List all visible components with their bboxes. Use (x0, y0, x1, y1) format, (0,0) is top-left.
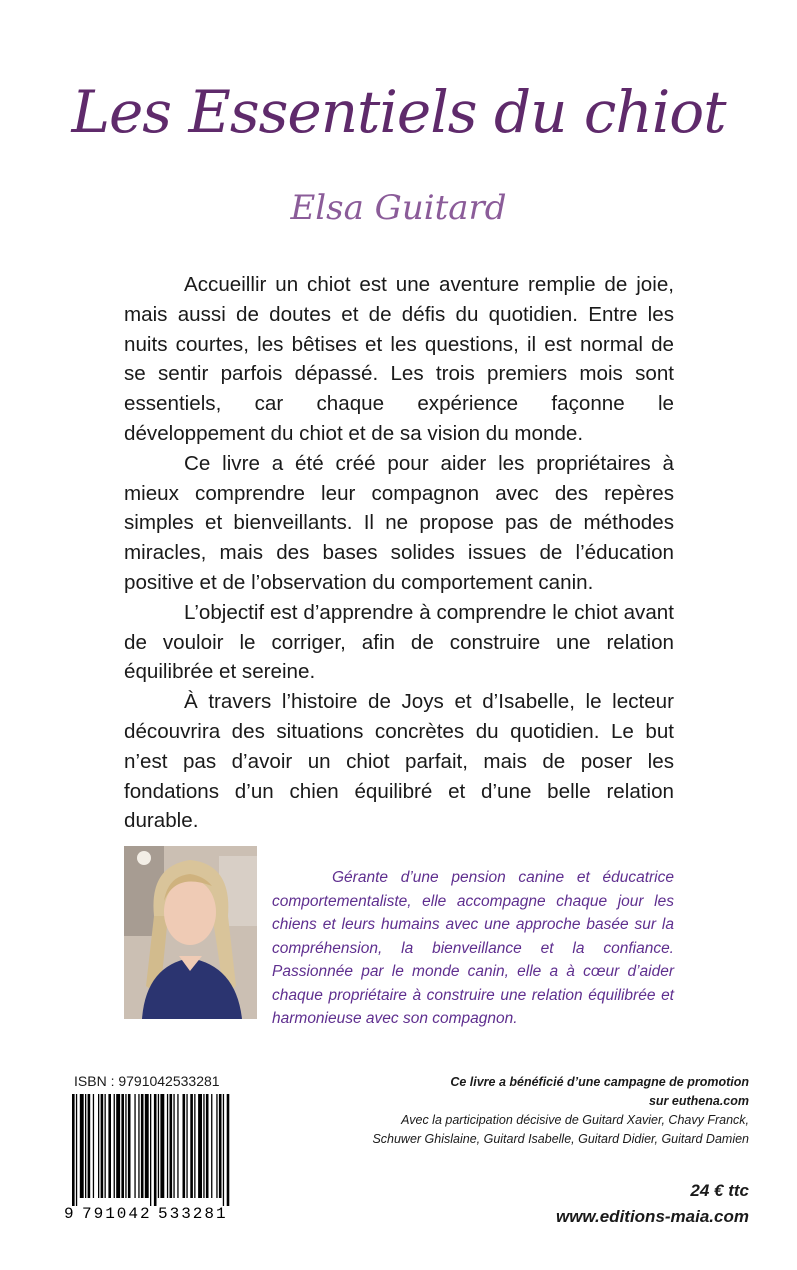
price-block (556, 1178, 749, 1230)
barcode-bar (80, 1094, 84, 1198)
barcode-bar (114, 1094, 115, 1198)
barcode-bar (141, 1094, 144, 1198)
barcode-bar (211, 1094, 212, 1198)
barcode-bar (186, 1094, 187, 1198)
credits-line: Avec la participation décisive de Guitard Xavier, Chavy Franck, (401, 1113, 749, 1127)
promotion-note (329, 1073, 749, 1149)
barcode-bar (145, 1094, 149, 1198)
barcode-bar (183, 1094, 186, 1198)
barcode-bar (128, 1094, 131, 1198)
book-title: Les Essentiels du chiot (71, 78, 726, 146)
barcode-bar (158, 1094, 159, 1198)
barcode-bar (198, 1094, 202, 1198)
barcode-bar (134, 1094, 135, 1198)
credits-line: Schuwer Ghislaine, Guitard Isabelle, Guitard Didier, Guitard Damien (372, 1132, 749, 1146)
barcode-bar (105, 1094, 106, 1198)
summary-paragraph: À travers l’histoire de Joys et d’Isabelle, le lecteur découvrira des situations concrètes du quotidien. Le but n’est pas d’avoir un chiot parfait, mais de poser les fondations d’un chien équilibré et d’une belle relation durable. (124, 690, 674, 833)
barcode-bar (93, 1094, 94, 1198)
barcode-bar (160, 1094, 164, 1198)
summary-paragraph: L’objectif est d’apprendre à comprendre le chiot avant de vouloir le corriger, afin de construire une relation équilibrée et sereine. (124, 600, 674, 684)
barcode-bar (177, 1094, 178, 1198)
barcode-bar (206, 1094, 209, 1198)
barcode-bar (194, 1094, 195, 1198)
publisher-website[interactable]: www.editions-maia.com (555, 1207, 749, 1226)
barcode-bar (173, 1094, 174, 1198)
barcode-bar (223, 1094, 224, 1206)
barcode-bar (116, 1094, 120, 1198)
barcode-digits-right: 533281 (158, 1205, 228, 1223)
barcode-bar (167, 1094, 168, 1198)
barcode-bar (150, 1094, 151, 1206)
barcode-bar (88, 1094, 91, 1198)
barcode-bar (170, 1094, 173, 1198)
promo-line: Ce livre a bénéficié d’une campagne de promotion (450, 1075, 749, 1089)
barcode-icon (62, 1094, 232, 1224)
author-photo (124, 846, 257, 1019)
barcode-bar (190, 1094, 193, 1198)
barcode-bar (98, 1094, 99, 1198)
isbn-label: ISBN : 9791042533281 (74, 1073, 220, 1089)
barcode-digits-left: 791042 (82, 1205, 152, 1223)
barcode-bar (138, 1094, 139, 1198)
barcode-bar (203, 1094, 204, 1198)
summary-paragraph: Ce livre a été créé pour aider les propriétaires à mieux comprendre leur compagnon avec des repères simples et bienveillants. Il ne propose pas de méthodes miracles, mais des bases solides issues de l’éducation positive et de l’observation du comportement canin. (124, 451, 674, 594)
barcode-bar (216, 1094, 217, 1198)
barcode-bar (76, 1094, 77, 1206)
author-bio: Gérante d’une pension canine et éducatrice comportementaliste, elle accompagne chaque jour les chiens et leurs humains avec une approche basée sur la compréhension, la bienveillance et la confiance. Passionnée par le monde canin, elle a à cœur d’aider chaque propriétaire à construire une relation équilibrée et harmonieuse avec son compagnon. (272, 869, 674, 1027)
barcode-digit-prefix: 9 (64, 1205, 74, 1223)
price: 24 € ttc (690, 1181, 749, 1200)
barcode-bar (219, 1094, 222, 1198)
author-name: Elsa Guitard (290, 188, 507, 228)
barcode-bar (227, 1094, 230, 1206)
summary-paragraph: Accueillir un chiot est une aventure remplie de joie, mais aussi de doutes et de défis du quotidien. Entre les nuits courtes, les bêtises et les questions, il est normal de se sentir parfois dépassé. Les trois premiers mois sont essentiels, car chaque expérience façonne le développement du chiot et de sa vision du monde. (124, 273, 674, 445)
barcode-bar (121, 1094, 124, 1198)
promo-line: sur euthena.com (648, 1094, 749, 1108)
back-cover-summary (124, 270, 674, 836)
barcode-bar (125, 1094, 126, 1198)
barcode-bar (101, 1094, 104, 1198)
barcode-bar (108, 1094, 111, 1198)
barcode-bar (85, 1094, 86, 1198)
barcode-bar (154, 1094, 157, 1206)
barcode-bar (72, 1094, 75, 1206)
